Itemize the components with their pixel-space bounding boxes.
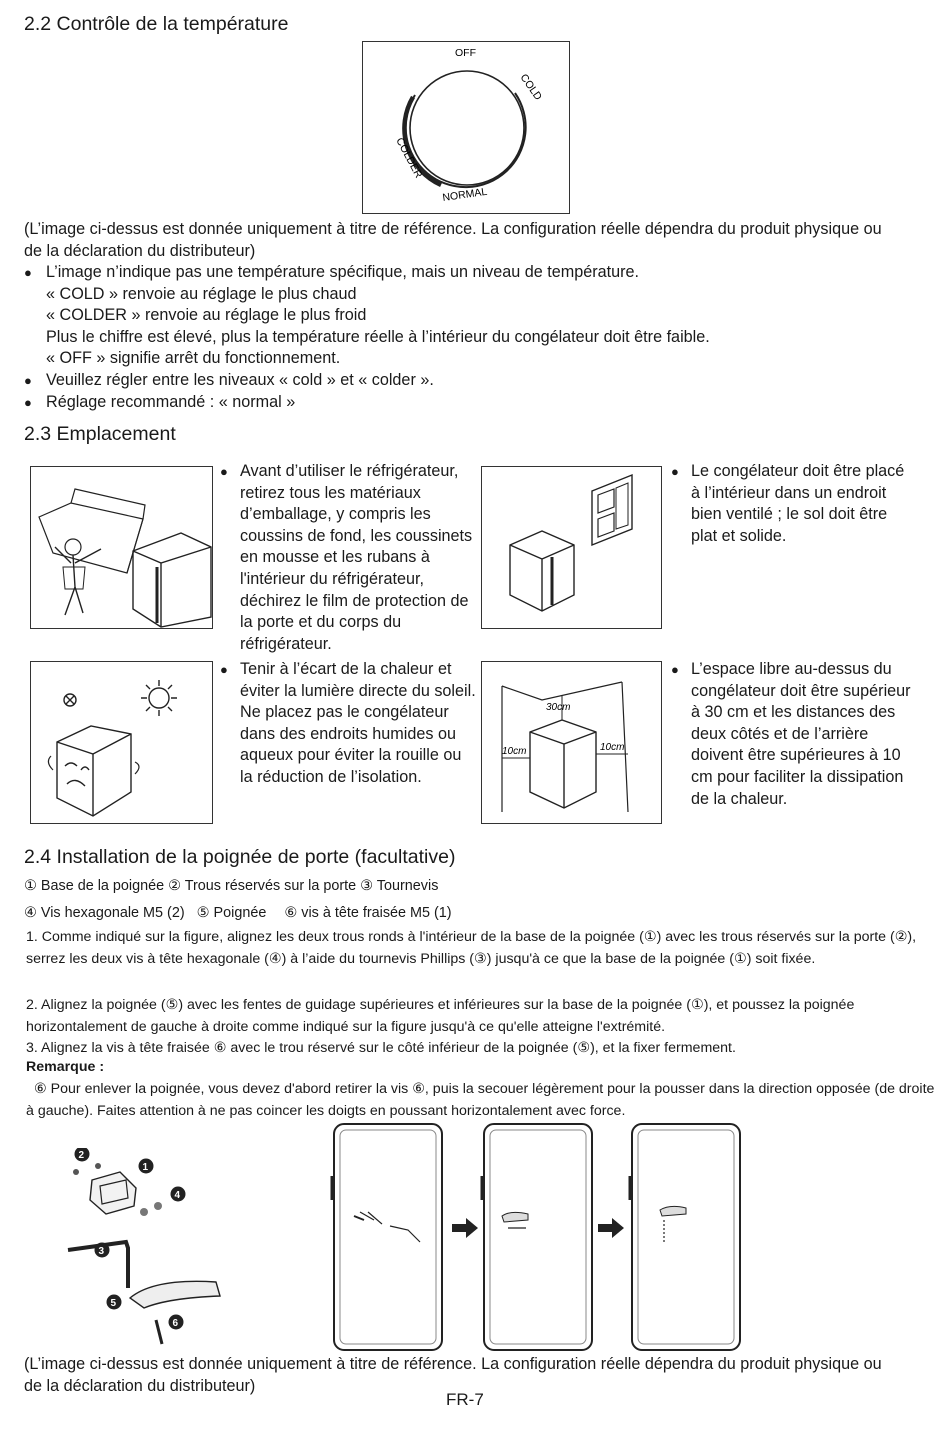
part-countersunk-screw: ⑥ vis à tête fraisée M5 (1) bbox=[284, 905, 452, 921]
ventilation-illustration bbox=[481, 466, 662, 629]
temperature-notes bbox=[24, 262, 924, 413]
ventilation-text bbox=[671, 461, 917, 547]
note-recommended: ● Réglage recommandé : « normal » bbox=[24, 392, 924, 414]
clearance-text-body: L’espace libre au-dessus du congélateur doit être supérieur à 30 cm et les distances des deux côtés et de l’arrière doivent être supérieures à 10 cm pour faciliter la dissipation de la chaleur. bbox=[691, 660, 911, 808]
note-set-range: ● Veuillez régler entre les niveaux « cold » et « colder ». bbox=[24, 370, 924, 392]
thermostat-dial-figure bbox=[362, 41, 570, 214]
part-marker-2 bbox=[75, 1148, 90, 1162]
clearance-illustration bbox=[481, 661, 662, 824]
page-number: FR-7 bbox=[446, 1390, 484, 1409]
installation-sequence bbox=[330, 1120, 750, 1355]
clearance-text bbox=[671, 659, 917, 810]
ventilation-text-body: Le congélateur doit être placé à l’intérieur dans un endroit bien ventilé ; le sol doit être plat et solide. bbox=[691, 462, 905, 545]
dial-label-off: OFF bbox=[455, 47, 476, 59]
unpacking-text bbox=[220, 461, 476, 655]
heat-text bbox=[220, 659, 476, 789]
svg-text:4: 4 bbox=[174, 1190, 181, 1201]
handle-parts-illustration bbox=[58, 1148, 228, 1348]
clearance-right-label: 10cm bbox=[600, 742, 625, 753]
parts-line-2 bbox=[24, 903, 624, 925]
dial-label-normal: NORMAL bbox=[441, 185, 488, 204]
remark-text: ⑥ Pour enlever la poignée, vous devez d'abord retirer la vis ⑥, puis la secouer légèrement pour la pousser dans la direction opposée (de droite à gauche). Faites attention à ne pas coincer les doigts en poussant horizontalement avec force. bbox=[26, 1081, 935, 1119]
door-step-2 bbox=[482, 1124, 592, 1350]
part-hex-screw: ④ Vis hexagonale M5 (2) bbox=[24, 905, 185, 921]
part-marker-6 bbox=[169, 1315, 184, 1330]
section-title-placement: 2.3 Emplacement bbox=[24, 423, 176, 445]
svg-text:2: 2 bbox=[78, 1150, 85, 1161]
note-level: ● L’image n’indique pas une température spécifique, mais un niveau de température. bbox=[24, 262, 924, 284]
svg-text:1: 1 bbox=[142, 1162, 149, 1173]
door-step-1 bbox=[332, 1124, 442, 1350]
remark-label: Remarque : bbox=[26, 1059, 105, 1075]
bullet-icon: ● bbox=[671, 662, 679, 677]
dial-label-cold: COLD bbox=[517, 71, 545, 103]
clearance-top-label: 30cm bbox=[546, 702, 571, 713]
part-marker-1 bbox=[139, 1159, 154, 1174]
note-off: « OFF » signifie arrêt du fonctionnement. bbox=[46, 349, 341, 368]
note-higher-number: Plus le chiffre est élevé, plus la température réelle à l’intérieur du congélateur doit être faible. bbox=[46, 327, 710, 346]
door-step-3 bbox=[630, 1124, 740, 1350]
section-title-handle: 2.4 Installation de la poignée de porte (facultative) bbox=[24, 846, 456, 868]
bullet-icon: ● bbox=[220, 464, 228, 479]
handle-figure-caption: (L’image ci-dessus est donnée uniquement à titre de référence. La configuration réelle dépendra du produit physique ou de la déclaration du distributeur) bbox=[24, 1355, 882, 1395]
arrow-icon bbox=[452, 1218, 478, 1238]
clearance-left-label: 10cm bbox=[502, 746, 527, 757]
part-marker-3 bbox=[95, 1243, 110, 1258]
bullet-icon: ● bbox=[220, 662, 228, 677]
unpacking-illustration bbox=[30, 466, 213, 629]
step-3: 3. Alignez la vis à tête fraisée ⑥ avec le trou réservé sur le côté inférieur de la poignée (⑤), et la fixer fermement. bbox=[26, 1040, 736, 1056]
note-colder: « COLDER » renvoie au réglage le plus froid bbox=[46, 306, 367, 325]
dial-label-colder: COLDER bbox=[393, 135, 425, 181]
step-1: 1. Comme indiqué sur la figure, alignez les deux trous ronds à l'intérieur de la base de la poignée (①) avec les trous réservés sur la porte (②), serrez les deux vis à tête hexagonale (④) à l’aide du tournevis Phillips (③) jusqu'à ce que la base de la poignée (①) soit fixée. bbox=[26, 929, 917, 967]
parts-line-1: ① Base de la poignée ② Trous réservés sur la porte ③ Tournevis bbox=[24, 878, 439, 894]
step-2: 2. Alignez la poignée (⑤) avec les fentes de guidage supérieures et inférieures sur la base de la poignée (①), et poussez la poignée horizontalement de gauche à droite comme indiqué sur la figure jusqu'à ce qu'elle atteigne l'extrémité. bbox=[26, 997, 855, 1035]
temperature-figure-caption: (L’image ci-dessus est donnée uniquement à titre de référence. La configuration réelle dépendra du produit physique ou de la déclaration du distributeur) bbox=[24, 220, 882, 260]
svg-text:6: 6 bbox=[172, 1318, 179, 1329]
note-cold: « COLD » renvoie au réglage le plus chaud bbox=[46, 284, 357, 303]
part-handle: ⑤ Poignée bbox=[196, 905, 267, 921]
svg-text:3: 3 bbox=[98, 1246, 105, 1257]
part-marker-5 bbox=[107, 1295, 122, 1310]
arrow-icon bbox=[598, 1218, 624, 1238]
unpacking-text-body: Avant d’utiliser le réfrigérateur, retirez tous les matériaux d’emballage, y compris les coussins de fond, les coussinets en mousse et les rubans à l'intérieur du réfrigérateur, déchirez le film de protection de la porte et du corps du réfrigérateur. bbox=[240, 462, 473, 653]
svg-text:5: 5 bbox=[110, 1298, 117, 1309]
heat-sun-illustration bbox=[30, 661, 213, 824]
part-marker-4 bbox=[171, 1187, 186, 1202]
thermostat-dial-drawing bbox=[363, 42, 569, 213]
heat-text-body: Tenir à l’écart de la chaleur et éviter la lumière directe du soleil. Ne placez pas le congélateur dans des endroits humides ou aqueux pour éviter la rouille ou la réduction de l’isolation. bbox=[240, 660, 476, 786]
section-title-temperature: 2.2 Contrôle de la température bbox=[24, 13, 289, 35]
bullet-icon: ● bbox=[671, 464, 679, 479]
